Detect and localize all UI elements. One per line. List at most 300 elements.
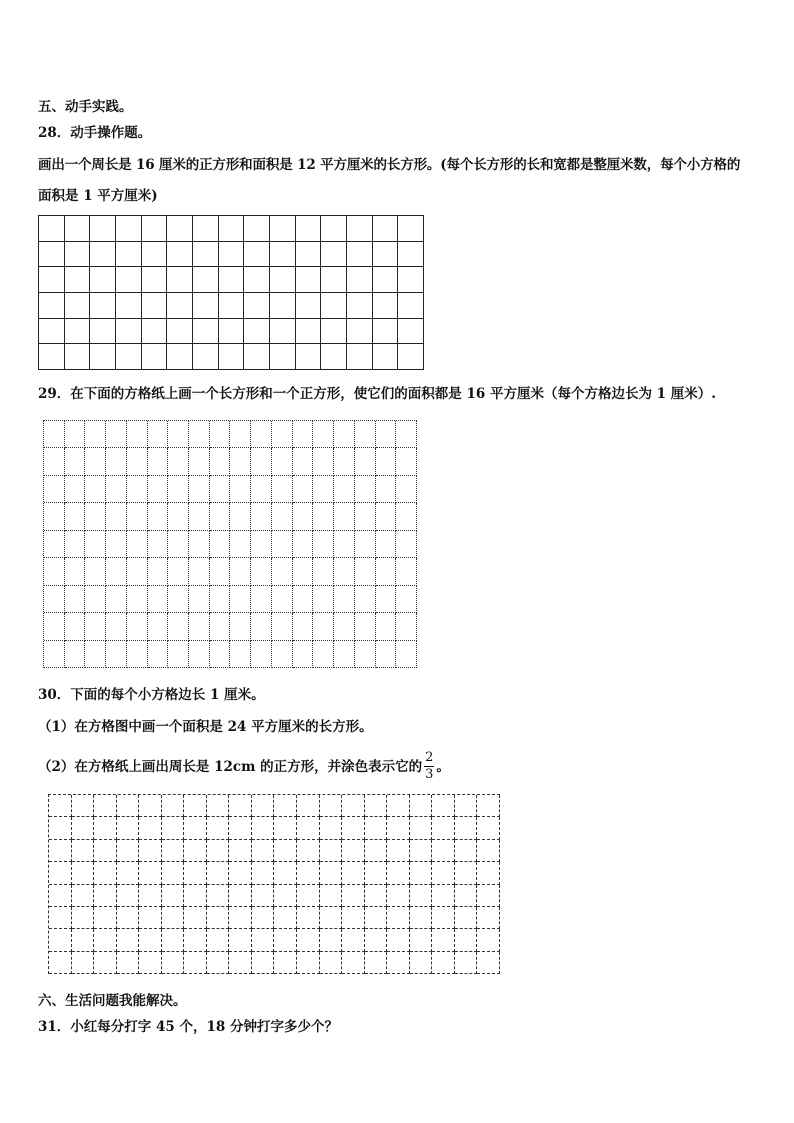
grid-cell (455, 907, 478, 929)
grid-cell (398, 267, 424, 293)
grid-cell (387, 952, 410, 974)
grid-cell (49, 907, 72, 929)
grid-cell (230, 613, 251, 640)
grid-cell (167, 216, 193, 242)
grid-cell (116, 293, 142, 319)
grid-cell (347, 216, 373, 242)
grid-cell (398, 293, 424, 319)
grid-cell (207, 952, 230, 974)
grid-cell (189, 421, 210, 448)
grid-cell (162, 862, 185, 884)
grid-cell (321, 267, 347, 293)
grid-cell (139, 795, 162, 817)
grid-cell (410, 862, 433, 884)
grid-cell (139, 907, 162, 929)
grid-cell (244, 344, 270, 370)
grid-cell (44, 448, 65, 475)
grid-cell (49, 862, 72, 884)
grid-cell (65, 531, 86, 558)
grid-cell (230, 448, 251, 475)
question-29-text: 29．在下面的方格纸上画一个长方形和一个正方形，使它们的面积都是 16 平方厘米（每个方格边长为 1 厘米）. (38, 386, 716, 402)
grid-cell (477, 817, 500, 839)
grid-cell (49, 952, 72, 974)
grid-cell (127, 531, 148, 558)
grid-cell (320, 795, 343, 817)
grid-cell (94, 862, 117, 884)
grid-cell (396, 586, 417, 613)
grid-cell (142, 344, 168, 370)
grid-cell (230, 476, 251, 503)
grid-cell (168, 558, 189, 585)
grid-cell (355, 531, 376, 558)
grid-cell (207, 840, 230, 862)
grid-cell (139, 840, 162, 862)
grid-cell (251, 476, 272, 503)
grid-cell (94, 885, 117, 907)
grid-cell (320, 862, 343, 884)
grid-cell (320, 907, 343, 929)
grid-cell (251, 586, 272, 613)
grid-cell (274, 840, 297, 862)
grid-cell (432, 862, 455, 884)
grid-cell (72, 862, 95, 884)
grid-cell (396, 503, 417, 530)
grid-cell (477, 840, 500, 862)
grid-cell (65, 216, 91, 242)
grid-cell (230, 641, 251, 668)
grid-cell (117, 907, 140, 929)
grid-cell (272, 558, 293, 585)
grid-cell (293, 558, 314, 585)
question-28-title: 28．动手操作题。 (38, 125, 152, 141)
grid-cell (184, 929, 207, 951)
grid-cell (39, 216, 65, 242)
section-5-heading: 五、动手实践。 (38, 99, 133, 115)
grid-cell (65, 448, 86, 475)
grid-cell (376, 503, 397, 530)
grid-cell (219, 216, 245, 242)
grid-cell (142, 216, 168, 242)
grid-cell (252, 840, 275, 862)
grid-cell (44, 503, 65, 530)
grid-cell (44, 531, 65, 558)
grid-cell (321, 216, 347, 242)
grid-cell (297, 885, 320, 907)
grid-cell (167, 293, 193, 319)
grid-cell (387, 840, 410, 862)
grid-cell (365, 929, 388, 951)
grid-cell (376, 448, 397, 475)
grid-cell (244, 319, 270, 345)
grid-cell (251, 641, 272, 668)
grid-cell (72, 840, 95, 862)
grid-cell (184, 907, 207, 929)
grid-cell (72, 952, 95, 974)
grid-cell (274, 795, 297, 817)
question-28-grid (38, 215, 424, 370)
grid-cell (162, 907, 185, 929)
grid-cell (387, 929, 410, 951)
grid-cell (274, 885, 297, 907)
grid-cell (296, 242, 322, 268)
grid-cell (244, 267, 270, 293)
grid-cell (44, 641, 65, 668)
fraction (424, 751, 434, 782)
grid-cell (293, 448, 314, 475)
grid-cell (387, 862, 410, 884)
grid-cell (455, 795, 478, 817)
grid-cell (477, 795, 500, 817)
grid-cell (297, 862, 320, 884)
grid-cell (342, 795, 365, 817)
grid-cell (90, 344, 116, 370)
question-28-text-line-1: 画出一个周长是 16 厘米的正方形和面积是 12 平方厘米的长方形。(每个长方形的长和宽都是整厘米数，每个小方格的 (38, 157, 741, 173)
grid-cell (410, 952, 433, 974)
grid-cell (229, 885, 252, 907)
grid-cell (189, 586, 210, 613)
grid-cell (355, 448, 376, 475)
grid-cell (342, 840, 365, 862)
grid-cell (189, 641, 210, 668)
grid-cell (334, 448, 355, 475)
grid-cell (230, 421, 251, 448)
grid-cell (117, 795, 140, 817)
grid-cell (272, 448, 293, 475)
grid-cell (373, 267, 399, 293)
grid-cell (396, 476, 417, 503)
grid-cell (313, 503, 334, 530)
grid-cell (229, 929, 252, 951)
grid-cell (244, 216, 270, 242)
grid-cell (373, 216, 399, 242)
grid-cell (270, 293, 296, 319)
grid-cell (293, 586, 314, 613)
grid-cell (297, 817, 320, 839)
grid-cell (274, 929, 297, 951)
grid-cell (272, 586, 293, 613)
grid-cell (320, 817, 343, 839)
grid-cell (251, 503, 272, 530)
grid-cell (44, 586, 65, 613)
grid-cell (365, 840, 388, 862)
grid-cell (313, 448, 334, 475)
grid-cell (117, 952, 140, 974)
grid-cell (387, 885, 410, 907)
grid-cell (365, 952, 388, 974)
grid-cell (139, 952, 162, 974)
grid-cell (49, 795, 72, 817)
grid-cell (293, 641, 314, 668)
grid-cell (193, 293, 219, 319)
grid-cell (167, 319, 193, 345)
grid-cell (477, 952, 500, 974)
grid-cell (272, 421, 293, 448)
grid-cell (106, 421, 127, 448)
grid-cell (162, 885, 185, 907)
grid-cell (139, 817, 162, 839)
question-29-grid (43, 420, 417, 668)
grid-cell (455, 817, 478, 839)
grid-cell (90, 216, 116, 242)
grid-cell (94, 817, 117, 839)
grid-cell (387, 907, 410, 929)
grid-cell (148, 421, 169, 448)
grid-cell (334, 421, 355, 448)
grid-cell (396, 613, 417, 640)
grid-cell (162, 795, 185, 817)
grid-cell (148, 476, 169, 503)
grid-cell (65, 293, 91, 319)
grid-cell (342, 817, 365, 839)
grid-cell (334, 531, 355, 558)
grid-cell (184, 817, 207, 839)
grid-cell (85, 476, 106, 503)
grid-cell (219, 267, 245, 293)
grid-cell (297, 795, 320, 817)
section-6-heading: 六、生活问题我能解决。 (38, 993, 187, 1009)
grid-cell (193, 344, 219, 370)
grid-cell (432, 795, 455, 817)
grid-cell (72, 929, 95, 951)
grid-cell (127, 421, 148, 448)
grid-cell (376, 641, 397, 668)
grid-cell (244, 242, 270, 268)
grid-cell (148, 586, 169, 613)
grid-cell (272, 531, 293, 558)
grid-cell (376, 558, 397, 585)
grid-cell (90, 267, 116, 293)
grid-cell (293, 421, 314, 448)
question-30-part-1: （1）在方格图中画一个面积是 24 平方厘米的长方形。 (38, 719, 373, 735)
grid-cell (65, 476, 86, 503)
grid-cell (376, 586, 397, 613)
grid-cell (168, 531, 189, 558)
grid-cell (142, 319, 168, 345)
grid-cell (313, 641, 334, 668)
grid-cell (396, 641, 417, 668)
grid-cell (85, 641, 106, 668)
grid-cell (373, 242, 399, 268)
grid-cell (94, 952, 117, 974)
grid-cell (189, 503, 210, 530)
grid-cell (65, 586, 86, 613)
grid-cell (321, 319, 347, 345)
grid-cell (432, 952, 455, 974)
grid-cell (297, 907, 320, 929)
grid-cell (365, 795, 388, 817)
grid-cell (297, 929, 320, 951)
grid-cell (168, 586, 189, 613)
grid-cell (274, 952, 297, 974)
grid-cell (398, 242, 424, 268)
grid-cell (210, 448, 231, 475)
grid-cell (387, 795, 410, 817)
grid-cell (127, 641, 148, 668)
grid-cell (244, 293, 270, 319)
grid-cell (167, 242, 193, 268)
grid-cell (347, 319, 373, 345)
question-30-part-2-end: 。 (436, 759, 450, 775)
grid-cell (189, 476, 210, 503)
grid-cell (293, 613, 314, 640)
grid-cell (106, 448, 127, 475)
grid-cell (334, 586, 355, 613)
grid-cell (106, 558, 127, 585)
grid-cell (142, 293, 168, 319)
grid-cell (347, 344, 373, 370)
grid-cell (162, 929, 185, 951)
grid-cell (65, 613, 86, 640)
grid-cell (229, 817, 252, 839)
grid-cell (162, 840, 185, 862)
grid-cell (39, 242, 65, 268)
grid-cell (365, 907, 388, 929)
grid-cell (189, 531, 210, 558)
grid-cell (270, 344, 296, 370)
grid-cell (270, 267, 296, 293)
grid-cell (168, 641, 189, 668)
grid-cell (65, 503, 86, 530)
grid-cell (270, 242, 296, 268)
grid-cell (39, 344, 65, 370)
grid-cell (252, 862, 275, 884)
grid-cell (396, 448, 417, 475)
grid-cell (106, 503, 127, 530)
grid-cell (355, 613, 376, 640)
grid-cell (127, 503, 148, 530)
grid-cell (193, 216, 219, 242)
grid-cell (320, 952, 343, 974)
grid-cell (148, 641, 169, 668)
grid-cell (342, 952, 365, 974)
grid-cell (207, 885, 230, 907)
grid-cell (148, 531, 169, 558)
grid-cell (65, 641, 86, 668)
grid-cell (410, 795, 433, 817)
grid-cell (167, 267, 193, 293)
grid-cell (320, 885, 343, 907)
grid-cell (127, 558, 148, 585)
grid-cell (252, 817, 275, 839)
grid-cell (210, 613, 231, 640)
grid-cell (207, 817, 230, 839)
grid-cell (65, 421, 86, 448)
grid-cell (49, 929, 72, 951)
grid-cell (94, 907, 117, 929)
grid-cell (342, 885, 365, 907)
grid-cell (229, 862, 252, 884)
grid-cell (193, 242, 219, 268)
grid-cell (373, 344, 399, 370)
grid-cell (270, 319, 296, 345)
grid-cell (230, 531, 251, 558)
grid-cell (355, 586, 376, 613)
grid-cell (207, 862, 230, 884)
grid-cell (168, 421, 189, 448)
grid-cell (117, 885, 140, 907)
grid-cell (477, 862, 500, 884)
grid-cell (320, 929, 343, 951)
grid-cell (39, 319, 65, 345)
question-30-part-2-text: （2）在方格纸上画出周长是 12cm 的正方形，并涂色表示它的 (38, 759, 423, 775)
grid-cell (355, 641, 376, 668)
grid-cell (398, 344, 424, 370)
grid-cell (39, 267, 65, 293)
grid-cell (210, 641, 231, 668)
grid-cell (342, 929, 365, 951)
grid-cell (313, 476, 334, 503)
grid-cell (219, 344, 245, 370)
grid-cell (72, 885, 95, 907)
grid-cell (65, 558, 86, 585)
grid-cell (189, 558, 210, 585)
grid-cell (251, 558, 272, 585)
grid-cell (342, 862, 365, 884)
grid-cell (167, 344, 193, 370)
grid-cell (184, 840, 207, 862)
grid-cell (396, 531, 417, 558)
grid-cell (210, 586, 231, 613)
grid-cell (229, 840, 252, 862)
grid-cell (127, 448, 148, 475)
grid-cell (296, 319, 322, 345)
grid-cell (432, 885, 455, 907)
grid-cell (334, 503, 355, 530)
grid-cell (85, 613, 106, 640)
grid-cell (252, 885, 275, 907)
grid-cell (251, 613, 272, 640)
grid-cell (398, 319, 424, 345)
grid-cell (184, 862, 207, 884)
grid-cell (106, 476, 127, 503)
grid-cell (272, 613, 293, 640)
grid-cell (347, 267, 373, 293)
fraction-denominator: 3 (425, 767, 434, 782)
grid-cell (148, 503, 169, 530)
grid-cell (229, 907, 252, 929)
grid-cell (455, 885, 478, 907)
grid-cell (189, 448, 210, 475)
fraction-numerator: 2 (425, 750, 434, 765)
grid-cell (410, 929, 433, 951)
grid-cell (207, 907, 230, 929)
grid-cell (334, 613, 355, 640)
grid-cell (334, 476, 355, 503)
grid-cell (251, 531, 272, 558)
grid-cell (72, 817, 95, 839)
grid-cell (252, 952, 275, 974)
grid-cell (293, 503, 314, 530)
grid-cell (49, 840, 72, 862)
grid-cell (270, 216, 296, 242)
grid-cell (210, 531, 231, 558)
grid-cell (117, 840, 140, 862)
grid-cell (376, 421, 397, 448)
grid-cell (297, 840, 320, 862)
question-30-part-2 (38, 752, 450, 783)
grid-cell (477, 885, 500, 907)
grid-cell (65, 344, 91, 370)
grid-cell (142, 242, 168, 268)
grid-cell (455, 862, 478, 884)
grid-cell (293, 476, 314, 503)
grid-cell (313, 558, 334, 585)
grid-cell (410, 885, 433, 907)
grid-cell (477, 907, 500, 929)
grid-cell (219, 242, 245, 268)
grid-cell (373, 293, 399, 319)
grid-cell (272, 641, 293, 668)
